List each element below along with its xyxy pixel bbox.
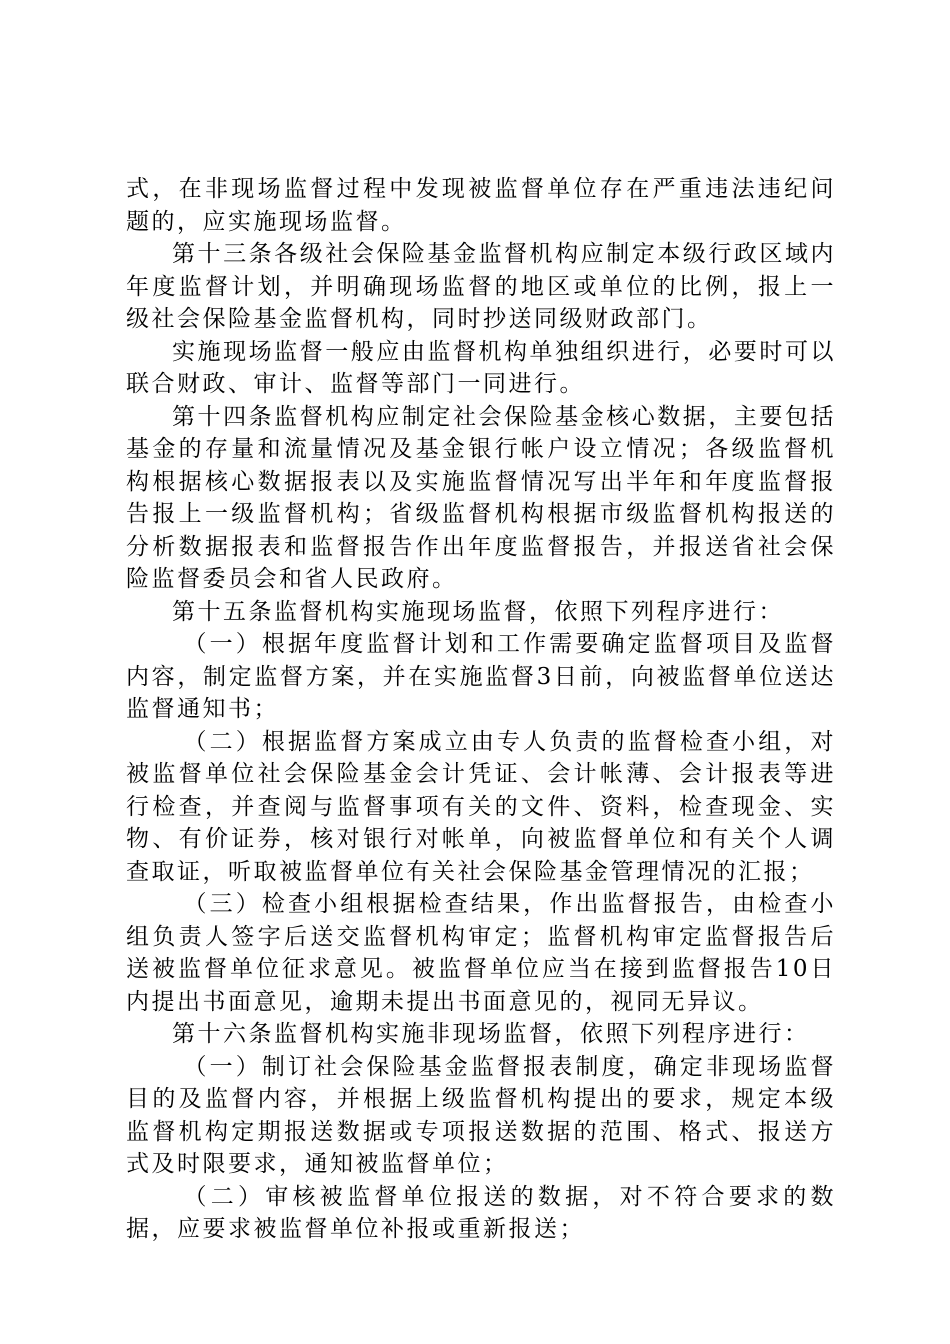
paragraph-article-13: 第十三条各级社会保险基金监督机构应制定本级行政区域内年度监督计划，并明确现场监督的地区或单位的比例，报上一级社会保险基金监督机构，同时抄送同级财政部门。 [126, 241, 836, 332]
paragraph-article-16-item-2: （二）审核被监督单位报送的数据，对不符合要求的数据，应要求被监督单位补报或重新报送； [126, 1183, 836, 1242]
document-body [126, 173, 836, 1246]
paragraph-continuation: 式，在非现场监督过程中发现被监督单位存在严重违法违纪问题的，应实施现场监督。 [126, 176, 836, 235]
paragraph-article-15-item-2: （二）根据监督方案成立由专人负责的监督检查小组，对被监督单位社会保险基金会计凭证、会计帐薄、会计报表等进行检查，并查阅与监督事项有关的文件、资料，检查现金、实物、有价证券，核对银行对帐单，向被监督单位和有关个人调查取证，听取被监督单位有关社会保险基金管理情况的汇报； [126, 728, 836, 885]
paragraph-article-16: 第十六条监督机构实施非现场监督，依照下列程序进行： [172, 1021, 810, 1047]
paragraph-article-14: 第十四条监督机构应制定社会保险基金核心数据，主要包括基金的存量和流量情况及基金银行帐户设立情况；各级监督机构根据核心数据报表以及实施监督情况写出半年和年度监督报告报上一级监督机构；省级监督机构根据市级监督机构报送的分析数据报表和监督报告作出年度监督报告，并报送省社会保险监督委员会和省人民政府。 [126, 403, 836, 592]
paragraph-article-16-item-1: （一）制订社会保险基金监督报表制度，确定非现场监督目的及监督内容，并根据上级监督机构提出的要求，规定本级监督机构定期报送数据或专项报送数据的范围、格式、报送方式及时限要求，通知被监督单位； [126, 1053, 836, 1177]
paragraph-article-15-item-1: （一）根据年度监督计划和工作需要确定监督项目及监督内容，制定监督方案，并在实施监督3日前，向被监督单位送达监督通知书； [126, 631, 836, 722]
paragraph-article-15: 第十五条监督机构实施现场监督，依照下列程序进行： [172, 598, 784, 625]
paragraph-onsite-joint: 实施现场监督一般应由监督机构单独组织进行，必要时可以联合财政、审计、监督等部门一同进行。 [126, 338, 836, 397]
paragraph-article-15-item-3: （三）检查小组根据检查结果，作出监督报告，由检查小组负责人签字后送交监督机构审定；监督机构审定监督报告后送被监督单位征求意见。被监督单位应当在接到监督报告10日内提出书面意见，逾期未提出书面意见的，视同无异议。 [126, 891, 836, 1015]
